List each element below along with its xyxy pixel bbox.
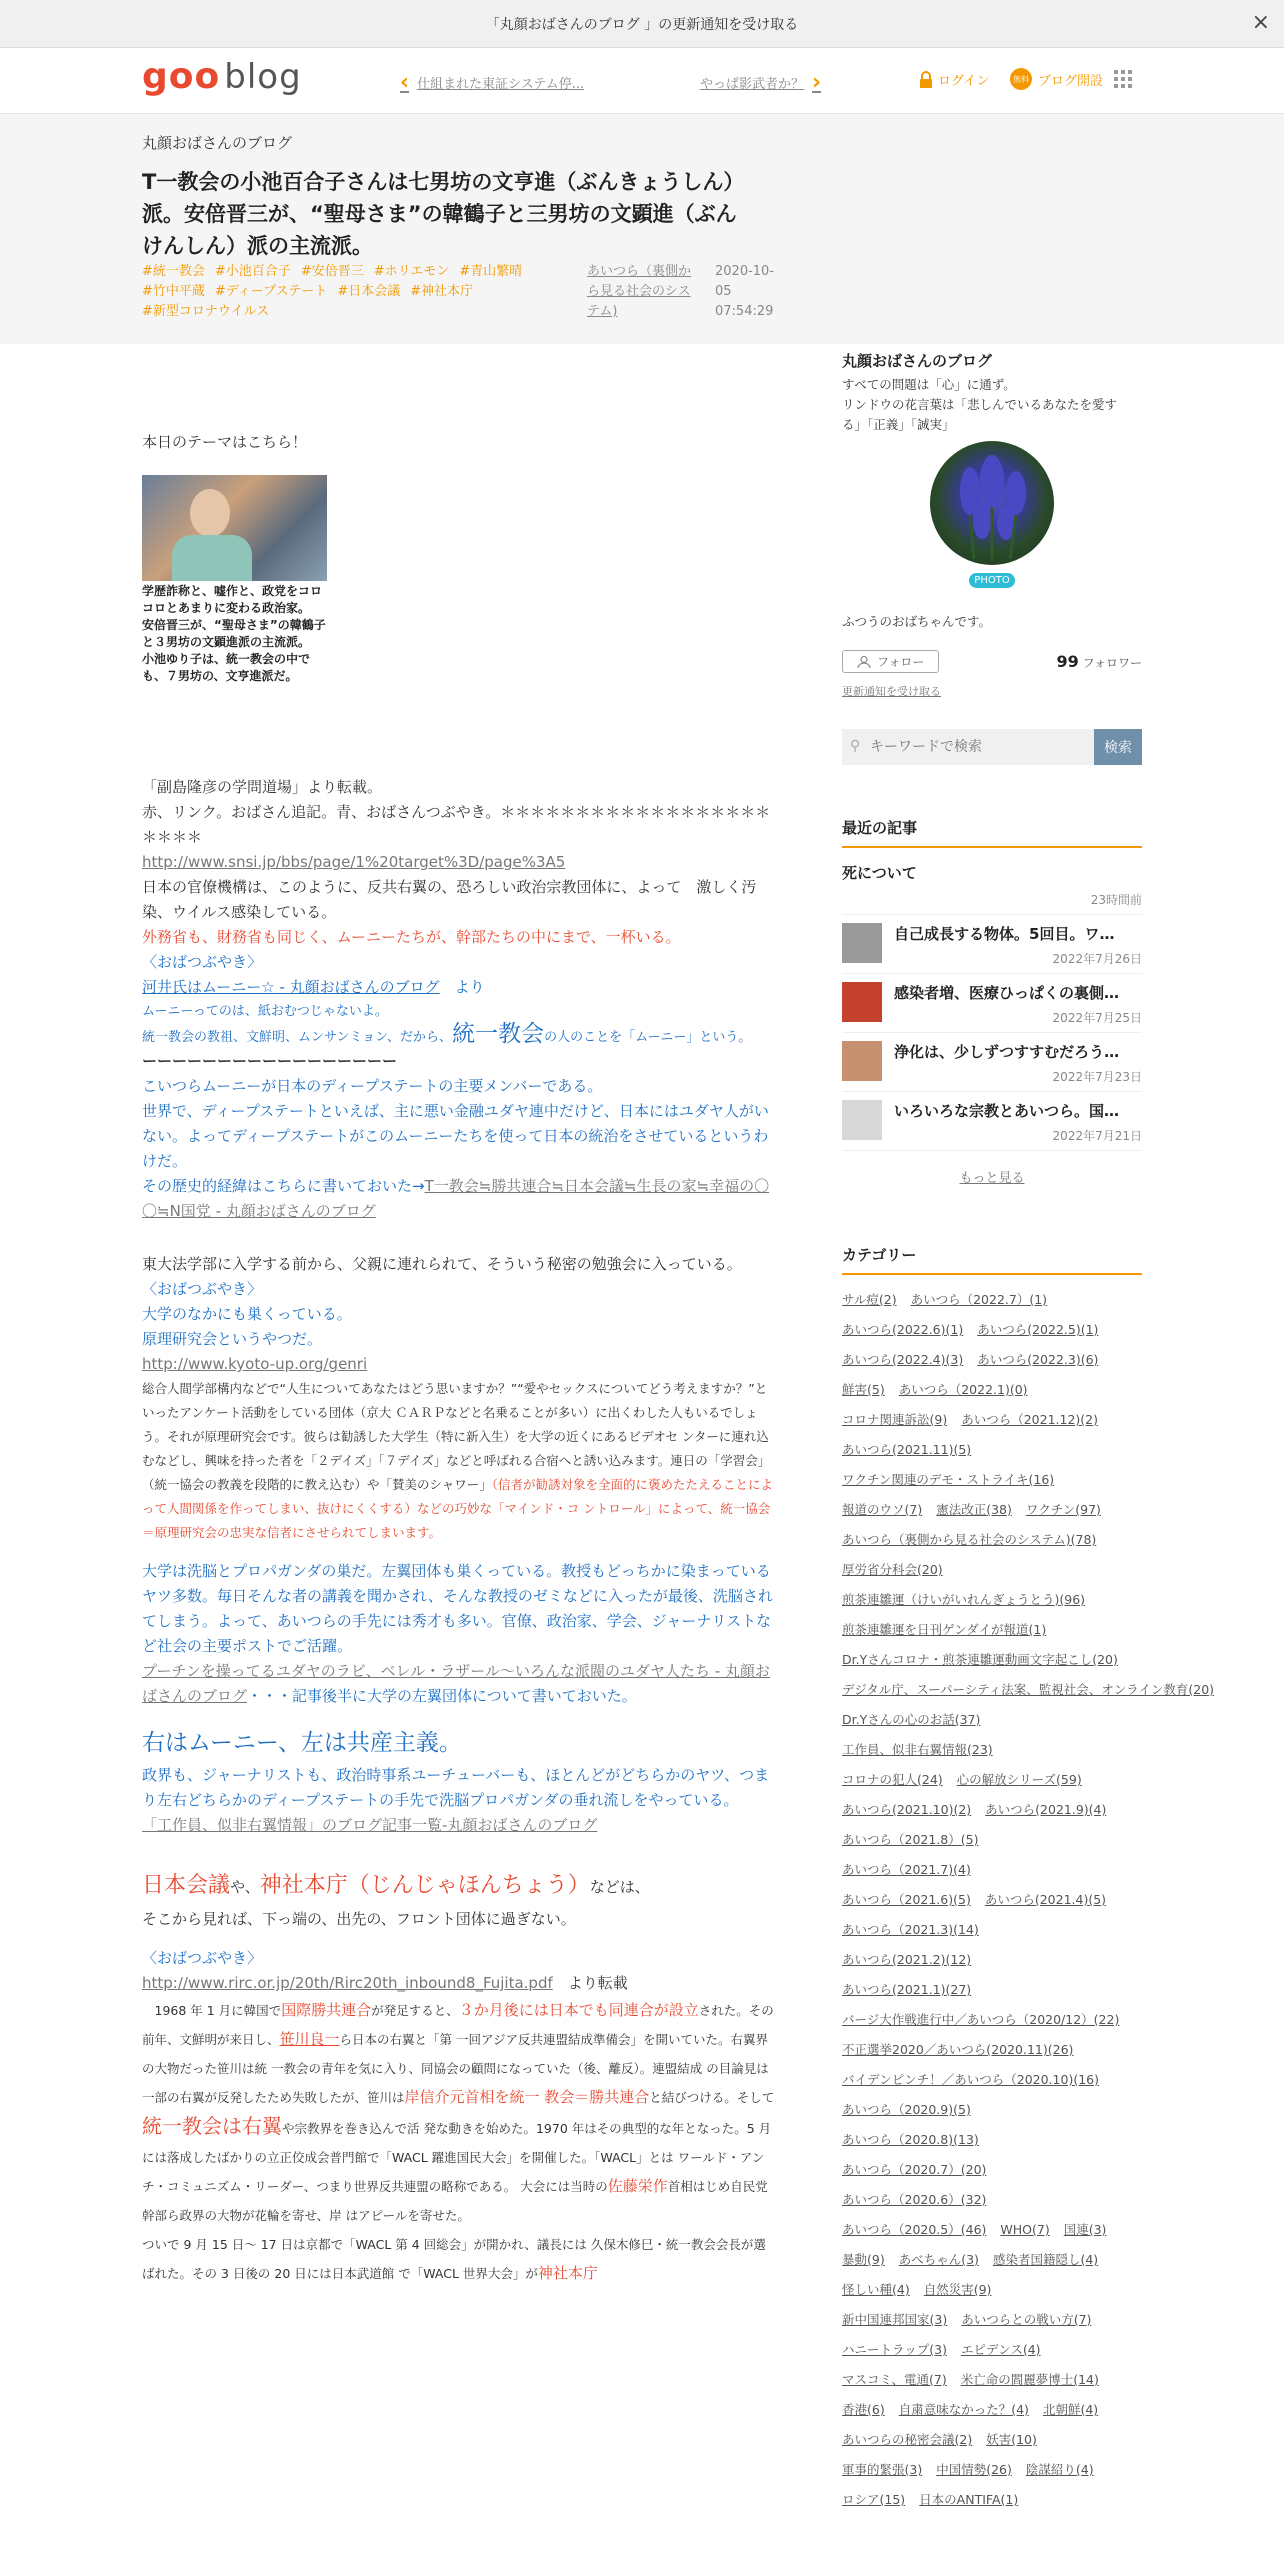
category-link[interactable]: あいつら（裏側から見る社会のシステム)(78) <box>842 1532 1097 1547</box>
kyoto-link[interactable]: http://www.kyoto-up.org/genri <box>142 1355 368 1373</box>
h2b: や、 <box>230 1878 260 1896</box>
p18b: 国際勝共連合 <box>281 2001 372 2019</box>
login-button[interactable] <box>918 70 989 89</box>
prev-article-link[interactable] <box>400 70 584 95</box>
category-row <box>842 1975 1142 2005</box>
sidebar-blog-name[interactable]: 丸顔おばさんのブログ <box>842 352 993 370</box>
category-row <box>842 1795 1142 1825</box>
category-link[interactable]: 暴動(9) <box>842 2252 885 2267</box>
recent-title[interactable]: いろいろな宗教とあいつら。国… <box>894 1102 1120 1120</box>
recent-thumb[interactable] <box>842 1041 882 1081</box>
category-link[interactable]: WHO(7) <box>1000 2222 1050 2237</box>
category-link[interactable]: ロシア(15) <box>842 2492 906 2507</box>
p18c: が発足すると、 <box>371 2003 459 2018</box>
recent-item[interactable] <box>842 1092 1142 1151</box>
post-title: T一教会の小池百合子さんは七男坊の文亨進（ぶんきょうしん）派。安倍晋三が、“聖母さま”の韓鶴子と三男坊の文顕進（ぶんけんしん）派の主流派。 <box>142 170 745 258</box>
category-link[interactable]: ワクチン(97) <box>1025 1502 1101 1517</box>
post-category-link[interactable]: あいつら（裏側から見る社会のシステム) <box>587 264 692 319</box>
more-link[interactable]: もっと見る <box>959 1171 1025 1186</box>
tag-link[interactable]: #竹中平蔵 <box>142 284 205 299</box>
photo-badge[interactable]: PHOTO <box>969 573 1015 588</box>
next-article-link[interactable] <box>700 70 821 95</box>
link7-suffix: より転載 <box>552 1974 628 1992</box>
category-link[interactable]: Dr.Yさんの心のお話(37) <box>842 1712 981 1727</box>
h2d: などは、 <box>589 1878 650 1896</box>
category-link[interactable]: あいつら（2020.6）(32) <box>842 2192 987 2207</box>
p18d: ３か月後には日本でも同連合が設立 <box>458 2001 699 2019</box>
p6a: 統一教会の教祖、文鮮明、ムンサンミョン、だから、 <box>142 1030 453 1045</box>
category-row <box>842 1315 1142 1345</box>
next-article-title[interactable]: やっぱ影武者か？ <box>700 77 805 92</box>
category-link[interactable]: 感染者国籍隠し(4) <box>992 2252 1099 2267</box>
putin-link[interactable]: プーチンを操ってるユダヤのラビ、ベレル・ラザール～いろんな派閥のユダヤ人たち - 丸顔おばさんのブログ <box>142 1662 770 1705</box>
category-link[interactable]: あいつら（2020.5）(46) <box>842 2222 987 2237</box>
recent-date: 2022年7月26日 <box>1052 952 1142 966</box>
category-row <box>842 1345 1142 1375</box>
category-link[interactable]: 日本のANTIFA(1) <box>919 2492 1019 2507</box>
p18m: 首相はじめ自民党幹部ら政界の大物が花輪を寄せ、岸 はアピールを寄せた。 <box>142 2179 768 2223</box>
category-link[interactable]: あいつら（2022.1)(0) <box>898 1382 1028 1397</box>
notify-bar-text[interactable]: 「丸顔おばさんのブログ 」の更新通知を受け取る <box>485 16 799 33</box>
post-date: 2020-10-05 07:54:29 <box>715 264 775 319</box>
prev-article-title[interactable]: 仕組まれた東証システム停... <box>417 77 585 92</box>
category-link[interactable]: 自粛意味なかった？(4) <box>898 2402 1029 2417</box>
category-row <box>842 2305 1142 2335</box>
category-row <box>842 1465 1142 1495</box>
p18k: や宗教界を巻き込んで活 発な動きを始めた。1970 年はその典型的な年となった。5 月には落成したばかりの立正佼成会普門館で「WACL 躍進国民大会」を開催した。「WACL」とは ワールド・アンチ・コミュニズム・リーダー、つまり世界反共連盟の略称である。 大会には当時の <box>142 2121 772 2194</box>
p13: 総合人間学部構内などで“人生についてあなたはどう思いますか？”“愛やセックスについてどう考えますか？”といったアンケート活動をしている団体（京大 ＣＡＲＰなどと名乗ることが多い）に出くわした人もいるでしょう。それが原理研究会です。彼らは勧誘した大学生（特に新入生）を大学の近くにあるビデオセ ンターに連れ込むなどし、興味を持った者を「２デイズ」「７デイズ」などと呼ばれる合宿へと誘い込みます。連日の「学習会」（統一協会の教義を段階的に教え込む）や「賛美のシャワー」 <box>142 1381 771 1492</box>
category-row <box>842 1285 1142 1315</box>
recent-thumb[interactable] <box>842 982 882 1022</box>
category-row <box>842 1585 1142 1615</box>
recent-item[interactable] <box>842 974 1142 1033</box>
recent-date: 2022年7月23日 <box>1052 1070 1142 1084</box>
category-link[interactable]: あいつら（2020.9)(5) <box>842 2102 971 2117</box>
category-row <box>842 2455 1142 2485</box>
open-blog-button[interactable] <box>1010 68 1103 90</box>
logo-blog: blog <box>224 57 302 97</box>
category-link[interactable]: あいつら（2021.3)(14) <box>842 1922 979 1937</box>
gentian-flower-icon <box>930 441 1054 565</box>
recent-title[interactable]: 浄化は、少しずつすすむだろう… <box>894 1043 1120 1061</box>
category-link[interactable]: 自然災害(9) <box>923 2282 992 2297</box>
category-row <box>842 1735 1142 1765</box>
category-link[interactable]: あいつら（2020.7）(20) <box>842 2162 987 2177</box>
category-link[interactable]: あいつら(2021.11)(5) <box>842 1442 972 1457</box>
p2: 赤、リンク。おばさん追記。青、おばさんつぶやき。＊＊＊＊＊＊＊＊＊＊＊＊＊＊＊＊＊＊＊＊＊＊ <box>142 803 771 846</box>
category-link[interactable]: あいつら(2021.1)(27) <box>842 1982 972 1997</box>
category-link[interactable]: エピデンス(4) <box>960 2342 1041 2357</box>
category-link[interactable]: あいつら(2022.4)(3) <box>842 1352 964 1367</box>
tweet-label-2: 〈おばつぶやき〉 <box>142 1280 263 1298</box>
category-row <box>842 2395 1142 2425</box>
category-link[interactable]: 憲法改正(38) <box>936 1502 1012 1517</box>
p18e: された。その前年、文鮮明が来日し、 <box>142 2003 774 2047</box>
recent-top-title[interactable]: 死について <box>842 864 917 882</box>
photo-caption: 学歴詐称と、嘘作と、政党をコロコロとあまりに変わる政治家。 安倍晋三が、“聖母さま”の韓鶴子と３男坊の文顕進派の主流派。 小池ゆり子は、統一教会の中でも、７男坊の、文亨進派だ。 <box>142 584 326 683</box>
follower-label: フォロワー <box>1082 656 1142 670</box>
p19b: 神社本庁 <box>537 2264 598 2282</box>
category-link[interactable]: あいつら（2021.7)(4) <box>842 1862 971 1877</box>
category-list <box>842 1285 1215 2515</box>
category-title: カテゴリー <box>842 1244 1142 1275</box>
tweet-label-3: 〈おばつぶやき〉 <box>142 1949 263 1967</box>
category-row <box>842 2425 1142 2455</box>
category-row <box>842 1525 1142 1555</box>
p9a: その歴史的経緯はこちらに書いておいた→ <box>142 1177 425 1195</box>
category-link[interactable]: 妖害(10) <box>986 2432 1037 2447</box>
category-link[interactable]: コロナの犯人(24) <box>842 1772 943 1787</box>
category-row <box>842 1435 1142 1465</box>
p17: そこから見れば、下っ端の、出先の、フロント団体に過ぎない。 <box>142 1910 576 1928</box>
category-row <box>842 1915 1142 1945</box>
p8: 世界で、ディープステートといえば、主に悪い金融ユダヤ連中だけど、日本にはユダヤ人がいない。よってディープステートがこのムーニーたちを使って日本の統治をさせているというわけだ。 <box>142 1102 769 1170</box>
category-link[interactable]: あいつら(2021.10)(2) <box>842 1802 972 1817</box>
goo-blog-logo[interactable] <box>142 56 302 97</box>
category-link[interactable]: あいつら(2021.4)(5) <box>984 1892 1107 1907</box>
category-link[interactable]: 軍事的緊張(3) <box>842 2462 923 2477</box>
category-row <box>842 2245 1142 2275</box>
notify-link[interactable]: 更新通知を受け取る <box>842 685 941 698</box>
category-row <box>842 2215 1142 2245</box>
tag-link[interactable]: #神社本庁 <box>410 284 474 299</box>
category-row <box>842 2275 1142 2305</box>
blog-name[interactable]: 丸顔おばさんのブログ <box>142 134 293 152</box>
p18l: 佐藤栄作 <box>607 2177 668 2195</box>
category-row <box>842 1615 1142 1645</box>
category-row <box>842 1675 1215 1705</box>
category-row <box>842 2365 1142 2395</box>
category-link[interactable]: あいつらとの戦い方(7) <box>961 2312 1092 2327</box>
p15: ・・・記事後半に大学の左翼団体について書いておいた。 <box>247 1687 637 1705</box>
recent-list <box>842 915 1142 1151</box>
category-link[interactable]: 煎茶連雛運（けいがいれんぎょうとう)(96) <box>842 1592 1086 1607</box>
category-row <box>842 1555 1142 1585</box>
recent-thumb[interactable] <box>842 1100 882 1140</box>
p13-red: （信者が勧誘対象を全面的に褒めたたえることによって人間関係を作ってしまい、抜けにくくする）などの巧妙な「マインド・コ ントロール」によって、統一協会＝原理研究会の忠実な信者にさせられてしまいます。 <box>142 1477 774 1540</box>
category-link[interactable]: デジタル庁、スーパーシティ法案、監視社会、オンライン教育(20) <box>842 1682 1215 1697</box>
p10: 東大法学部に入学する前から、父親に連れられて、そういう秘密の勉強会に入っている。 <box>142 1255 742 1273</box>
theme-text: 本日のテーマはこちら！ <box>142 433 308 451</box>
rule: ーーーーーーーーーーーーーーーーー <box>142 1052 398 1070</box>
site-header <box>0 48 1284 114</box>
sidebar <box>842 350 1215 2515</box>
category-link[interactable]: あいつら（2021.8）(5) <box>842 1832 979 1847</box>
chevron-left-icon: ‹ <box>400 70 410 95</box>
category-link[interactable]: ワクチン関連のデモ・ストライキ(16) <box>842 1472 1055 1487</box>
p18j: 統一教会は右翼 <box>142 2114 282 2138</box>
recent-title: 最近の記事 <box>842 817 1142 848</box>
category-link[interactable]: ハニートラップ(3) <box>842 2342 947 2357</box>
profile-text: ふつうのおばちゃんです。 <box>842 614 992 629</box>
p19a: ついで 9 月 15 日～ 17 日は京都で「WACL 第 4 回総会」が開かれ、議長には 久保木修巳・統一教会会長が選ばれた。その 3 日後の 20 日には日本武道館 で「WACL 世界大会」が <box>142 2237 766 2281</box>
history-link[interactable]: T一教会≒勝共連合≒日本会議≒生長の家≒幸福の〇〇≒N国党 - 丸顔おばさんのブログ <box>142 1177 770 1220</box>
category-link[interactable]: 香港(6) <box>842 2402 885 2417</box>
category-link[interactable]: 鮮害(5) <box>842 1382 885 1397</box>
menu-grid-icon[interactable] <box>1114 70 1132 88</box>
category-link[interactable]: マスコミ、電通(7) <box>842 2372 947 2387</box>
category-link[interactable]: あいつら（2020.8)(13) <box>842 2132 979 2147</box>
h2c: 神社本庁（じんじゃほんちょう） <box>259 1873 590 1898</box>
recent-date: 2022年7月25日 <box>1052 1011 1142 1025</box>
category-link[interactable]: 中国情勢(26) <box>936 2462 1012 2477</box>
category-row <box>842 1945 1142 1975</box>
category-link[interactable]: Dr.Yさんコロナ・煎茶連雛運動画文字起こし(20) <box>842 1652 1118 1667</box>
user-icon <box>857 655 871 669</box>
category-row <box>842 1765 1142 1795</box>
p4: 外務省も、財務省も同じく、ムーニーたちが、幹部たちの中にまで、一杯いる。 <box>142 928 681 946</box>
free-badge: 無料 <box>1010 68 1032 90</box>
notify-bar[interactable] <box>0 0 1284 48</box>
category-row <box>842 1825 1142 1855</box>
lock-icon <box>918 71 934 89</box>
p18f: 笹川良一 <box>279 2030 340 2048</box>
category-link[interactable]: サル痘(2) <box>842 1292 897 1307</box>
koike-photo <box>142 475 327 581</box>
follower-count: 99 <box>1056 652 1079 671</box>
category-link[interactable]: あいつら(2022.3)(6) <box>977 1352 1099 1367</box>
tag-link[interactable]: #新型コロナウイルス <box>142 304 270 319</box>
category-link[interactable]: 陰謀紹り(4) <box>1025 2462 1094 2477</box>
category-row <box>842 1645 1142 1675</box>
follow-label: フォロー <box>877 655 925 669</box>
category-link[interactable]: あべちゃん(3) <box>898 2252 979 2267</box>
category-row <box>842 1705 1142 1735</box>
category-row <box>842 2035 1142 2065</box>
p12: 原理研究会というやつだ。 <box>142 1330 323 1348</box>
search-button[interactable]: 検索 <box>1094 729 1142 765</box>
category-row <box>842 2485 1142 2515</box>
category-link[interactable]: 北朝鮮(4) <box>1042 2402 1099 2417</box>
category-link[interactable]: あいつら(2022.5)(1) <box>977 1322 1099 1337</box>
search-icon: ⚲ <box>850 738 861 754</box>
p11: 大学のなかにも巣くっている。 <box>142 1305 352 1323</box>
category-link[interactable]: バイデンピンチ！／あいつら（2020.10)(16) <box>842 2072 1099 2087</box>
close-icon[interactable]: × <box>1251 10 1270 35</box>
category-link[interactable]: 心の解放シリーズ(59) <box>956 1772 1082 1787</box>
category-row <box>842 2005 1142 2035</box>
p18g: ら日本の右翼と「第 一回アジア反共連盟結成準備会」を開いていた。右翼界の大物だった笹川は統 一教会の青年を気に入り、同協会の顧問になっていた（後、離反）。連盟結成 の目論見は一部の右翼が反発したため失敗したが、笹川は <box>142 2032 769 2105</box>
recent-item[interactable] <box>842 1033 1142 1092</box>
category-row <box>842 2065 1142 2095</box>
h2a: 日本会議 <box>142 1873 231 1898</box>
login-label: ログイン <box>938 74 990 89</box>
category-link[interactable]: あいつら（2021.12)(2) <box>961 1412 1098 1427</box>
snsi-link[interactable]: http://www.snsi.jp/bbs/page/1%20target%3D/page%3A5 <box>142 853 566 871</box>
recent-top[interactable] <box>842 862 1142 915</box>
avatar[interactable] <box>930 441 1054 565</box>
category-link[interactable]: 不正選挙2020／あいつら(2020.11)(26) <box>842 2042 1074 2057</box>
category-row <box>842 2125 1142 2155</box>
rirc-link[interactable]: http://www.rirc.or.jp/20th/Rirc20th_inbound8_Fujita.pdf <box>142 1974 553 1992</box>
recent-title[interactable]: 自己成長する物体。5回目。ワ… <box>894 925 1115 943</box>
recent-item[interactable] <box>842 915 1142 974</box>
logo-goo: goo <box>142 56 221 97</box>
category-link[interactable]: あいつら(2022.6)(1) <box>842 1322 964 1337</box>
recent-date: 2022年7月21日 <box>1052 1129 1142 1143</box>
category-link[interactable]: あいつら（2022.7）(1) <box>910 1292 1048 1307</box>
category-link[interactable]: 米亡命の閻麗夢博士(14) <box>960 2372 1099 2387</box>
category-row <box>842 2185 1142 2215</box>
p1: 「副島隆彦の学問道場」より転載。 <box>142 778 383 796</box>
p6b: 統一教会 <box>452 1021 545 1047</box>
category-link[interactable]: 国連(3) <box>1063 2222 1107 2237</box>
category-link[interactable]: 厚労省分科会(20) <box>842 1562 943 1577</box>
recent-title[interactable]: 感染者増、医療ひっぱくの裏側… <box>894 984 1120 1002</box>
heading-right-left: 右はムーニー、左は共産主義。 <box>142 1730 462 1756</box>
category-row <box>842 1885 1142 1915</box>
tag-link[interactable]: #統一教会 <box>142 264 205 279</box>
p3: 日本の官僚機構は、このように、反共右翼の、恐ろしい政治宗教団体に、よって 激しく汚染、ウイルス感染している。 <box>142 878 757 921</box>
tag-link[interactable]: #ディープステート <box>214 284 328 299</box>
category-row <box>842 1855 1142 1885</box>
category-link[interactable]: 怪しい種(4) <box>842 2282 910 2297</box>
post-tags <box>142 262 562 322</box>
link2-suffix: より <box>439 978 485 996</box>
category-link[interactable]: あいつら(2021.9)(4) <box>985 1802 1107 1817</box>
search-box <box>842 729 1142 765</box>
category-link[interactable]: 新中国連邦国家(3) <box>842 2312 948 2327</box>
category-link[interactable]: 工作員、似非右翼情報(23) <box>842 1742 993 1757</box>
follower-count-wrap <box>1057 652 1143 671</box>
article-body <box>142 430 775 2288</box>
category-link[interactable]: あいつらの秘密会議(2) <box>842 2432 973 2447</box>
search-input[interactable] <box>842 729 1094 765</box>
open-blog-label: ブログ開設 <box>1038 73 1104 89</box>
chevron-right-icon: › <box>812 70 822 95</box>
p7: こいつらムーニーが日本のディープステートの主要メンバーである。 <box>142 1077 603 1095</box>
category-link[interactable]: バージ大作戦進行中／あいつら（2020/12）(22) <box>842 2012 1120 2027</box>
category-row <box>842 2155 1142 2185</box>
category-link[interactable]: コロナ関連訴訟(9) <box>842 1412 948 1427</box>
kawai-link[interactable]: 河井氏はムーニー☆ - 丸顔おばさんのブログ <box>142 978 440 996</box>
tag-link[interactable]: #ホリエモン <box>373 264 450 279</box>
category-link[interactable]: 報道のウソ(7) <box>842 1502 923 1517</box>
follow-button[interactable] <box>842 650 939 673</box>
category-row <box>842 1375 1142 1405</box>
p14: 大学は洗脳とプロパガンダの巣だ。左翼団体も巣くっている。教授もどっちかに染まっているヤツ多数。毎日そんな者の講義を聞かされ、そんな教授のゼミなどに入ったが最後、洗脳されてしまう。よって、あいつらの手先には秀才も多い。官僚、政治家、学会、ジャーナリストなど社会の主要ポストでご活躍。 <box>142 1562 773 1655</box>
p18i: と結びつける。そして <box>649 2090 775 2105</box>
category-row <box>842 2095 1142 2125</box>
p16: 政界も、ジャーナリストも、政治時事系ユーチューバーも、ほとんどがどちらかのヤツ、つまり左右どちらかのディープステートの手先で洗脳プロパガンダの垂れ流しをやっている。 <box>142 1766 770 1809</box>
p18h: 岸信介元首相を統一 教会＝勝共連合 <box>404 2088 650 2106</box>
p5: ムーニーってのは、紙おむつじゃないよ。 <box>142 1004 388 1019</box>
tag-link[interactable]: #小池百合子 <box>214 264 291 279</box>
category-row <box>842 1495 1142 1525</box>
category-row <box>842 2335 1142 2365</box>
blog-description: すべての問題は「心」に通ず。 リンドウの花言葉は「悲しんでいるあなたを愛する」「正義」「誠実」 <box>842 377 1118 432</box>
tag-link[interactable]: #青山繁晴 <box>459 264 523 279</box>
tag-link[interactable]: #日本会議 <box>337 284 401 299</box>
agents-link[interactable]: 「工作員、似非右翼情報」のブログ記事一覧-丸顔おばさんのブログ <box>142 1816 598 1834</box>
tweet-label-1: 〈おばつぶやき〉 <box>142 953 263 971</box>
p6c: の人のことを「ムーニー」という。 <box>544 1030 752 1045</box>
category-row <box>842 1405 1142 1435</box>
recent-thumb[interactable] <box>842 923 882 963</box>
tag-link[interactable]: #安倍晋三 <box>300 264 364 279</box>
category-link[interactable]: 煎茶連雛運を日刊ゲンダイが報道(1) <box>842 1622 1047 1637</box>
category-link[interactable]: あいつら（2021.6)(5) <box>842 1892 971 1907</box>
p18a: 1968 年 1 月に韓国で <box>154 2003 282 2018</box>
category-link[interactable]: あいつら(2021.2)(12) <box>842 1952 972 1967</box>
recent-top-date: 23時間前 <box>842 891 1142 915</box>
